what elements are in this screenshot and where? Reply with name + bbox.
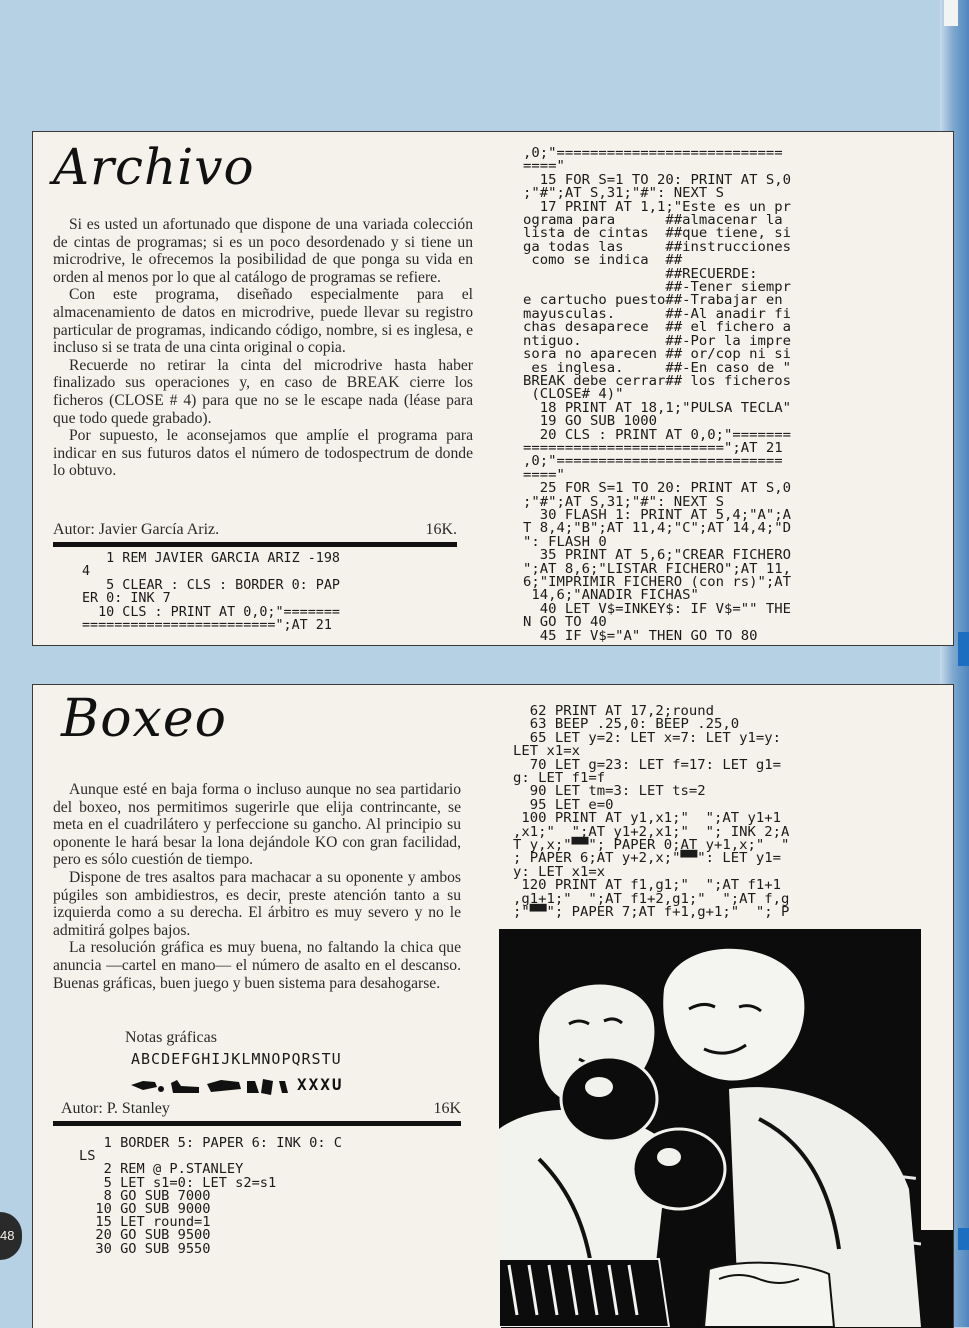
memory-size: 16K. xyxy=(425,521,457,538)
udg-graphics-row xyxy=(129,1075,429,1097)
edge-blue-tab xyxy=(958,632,969,666)
author-name: Autor: Javier García Ariz. xyxy=(53,521,220,538)
body-paragraph: Si es usted un afortunado que dispone de una variada colección de cintas de programas; si es un poco desordenado y si tiene un microdrive, le ofrecemos la posibilidad de que ponga su vida en orden al menos por lo que al catálogo de programas se refiere. xyxy=(53,216,473,286)
edge-blue-tab xyxy=(958,1228,969,1250)
body-paragraph: Por supuesto, le aconsejamos que amplíe el programa para indicar en sus futuros datos el número de todospectrum de donde lo obtuvo. xyxy=(53,427,473,480)
author-name: Autor: P. Stanley xyxy=(61,1100,170,1117)
udg-graphics-tail: XXXU xyxy=(297,1075,344,1094)
body-paragraph: Aunque esté en baja forma o incluso aunque no sea partidario del boxeo, nos permitimos sugerirle que elija contrincante, se meta en el cuadrilátero y perfeccione su gancho. Al principio su oponente le hará besar la lona dejándole KO con gran facilidad, pero es sólo cuestión de tiempo. xyxy=(53,781,461,869)
body-paragraph: La resolución gráfica es muy buena, no faltando la chica que anuncia —cartel en mano— el número de asalto en el descanso. Buenas gráficas, buen juego y buen sistema para desahogarse. xyxy=(53,939,461,992)
code-listing: ,0;"=========================== ====" 15 FOR S=1 TO 20: PRINT AT S,0 ;"#";AT S,31;"#": NEXT S 17 PRINT AT 1,1;"Este es un pr ograma para ##almacenar la lista de cintas ##que tiene, si ga todas las ##instrucciones como se indica ## ##RECUERDE: ##-Tener siempr e cartucho puesto##-Trabajar en mayusculas. ##-Al anadir fi chas desaparece ## el fichero a ntiguo. ##-Por la impre sora no aparecen ## or/cop ni si es inglesa. ##-En caso de " BREAK debe cerrar## los ficheros (CLOSE# 4)" 18 PRINT AT 18,1;"PULSA TECLA" 19 GO SUB 1000 20 CLS : PRINT AT 0,0;"======= ========================";AT 21 ,0;"=========================== ====" 25 FOR S=1 TO 20: PRINT AT S,0 ;"#";AT S,31;"#": NEXT S 30 FLASH 1: PRINT AT 5,4;"A";A T 8,4;"B";AT 11,4;"C";AT 14,4;"D ": FLASH 0 35 PRINT AT 5,6;"CREAR FICHERO ";AT 8,6;"LISTAR FICHERO";AT 11, 6;"IMPRIMIR FICHERO (con rs)";AT 14,6;"ANADIR FICHAS" 40 LET V$=INKEY$: IF V$="" THE N GO TO 40 45 IF V$="A" THEN GO TO 80 xyxy=(523,146,791,644)
article-title: Boxeo xyxy=(61,689,227,749)
memory-size: 16K xyxy=(433,1100,461,1117)
body-paragraph: Dispone de tres asaltos para machacar a su oponente y ambos púgiles son ambidiestros, es decir, preste atención tanto a su izquierda como a su derecha. El árbitro es muy severo y no le admitirá golpes bajos. xyxy=(53,868,461,939)
graphics-notes-label: Notas gráficas xyxy=(125,1029,217,1046)
code-listing: 1 BORDER 5: PAPER 6: INK 0: C LS 2 REM @ P.STANLEY 5 LET s1=0: LET s2=s1 8 GO SUB 7000 10 GO SUB 9000 15 LET round=1 20 GO SUB 9500 30 GO SUB 9550 xyxy=(79,1136,342,1257)
body-paragraph: Recuerde no retirar la cinta del microdrive hasta haber finalizado sus operaciones y, en caso de BREAK cierre los ficheros (CLOSE # 4) para que no se le escape nada (léase para que todo quede grabado). xyxy=(53,356,473,427)
code-listing: 1 REM JAVIER GARCIA ARIZ -198 4 5 CLEAR : CLS : BORDER 0: PAP ER 0: INK 7 10 CLS : PRINT AT 0,0;"======= ========================";AT 21 xyxy=(82,551,340,634)
code-listing: 62 PRINT AT 17,2;round 63 BEEP .25,0: BEEP .25,0 65 LET y=2: LET x=7: LET y1=y: LET x1=x 70 LET g=23: LET f=17: LET g1= g: LET f1=f 90 LET tm=3: LET ts=2 95 LET e=0 100 PRINT AT y1,x1;" ";AT y1+1 ,x1;" ";AT y1+2,x1;" "; INK 2;A T y,x;"▀▀"; PAPER 0;AT y+1,x;" " ; PAPER 6;AT y+2,x;"▀▀": LET y1= y: LET x1=x 120 PRINT AT f1,g1;" ";AT f1+1 ,g1+1;" ";AT f1+2,g1;" ";AT f,g ;"▀▀"; PAPER 7;AT f+1,g+1;" "; P xyxy=(513,704,790,921)
article-body xyxy=(53,781,461,992)
edge-white-block xyxy=(944,0,958,26)
author-line xyxy=(53,521,457,539)
udg-letters: ABCDEFGHIJKLMNOPQRSTU xyxy=(131,1050,342,1068)
author-line xyxy=(61,1100,461,1118)
article-body xyxy=(53,216,473,480)
article-archivo xyxy=(32,131,954,646)
boxing-illustration-art xyxy=(499,929,921,1327)
article-title: Archivo xyxy=(53,138,255,196)
divider xyxy=(53,542,457,547)
page-number-badge: 48 xyxy=(0,1212,22,1260)
body-paragraph: Con este programa, diseñado especialmente para el almacenamiento de datos en microdrive, puede llevar su registro particular de programas, indicando código, nombre, si es inglesa, e incluso si se trata de una cinta original o copia. xyxy=(53,286,473,357)
divider xyxy=(53,1121,461,1126)
